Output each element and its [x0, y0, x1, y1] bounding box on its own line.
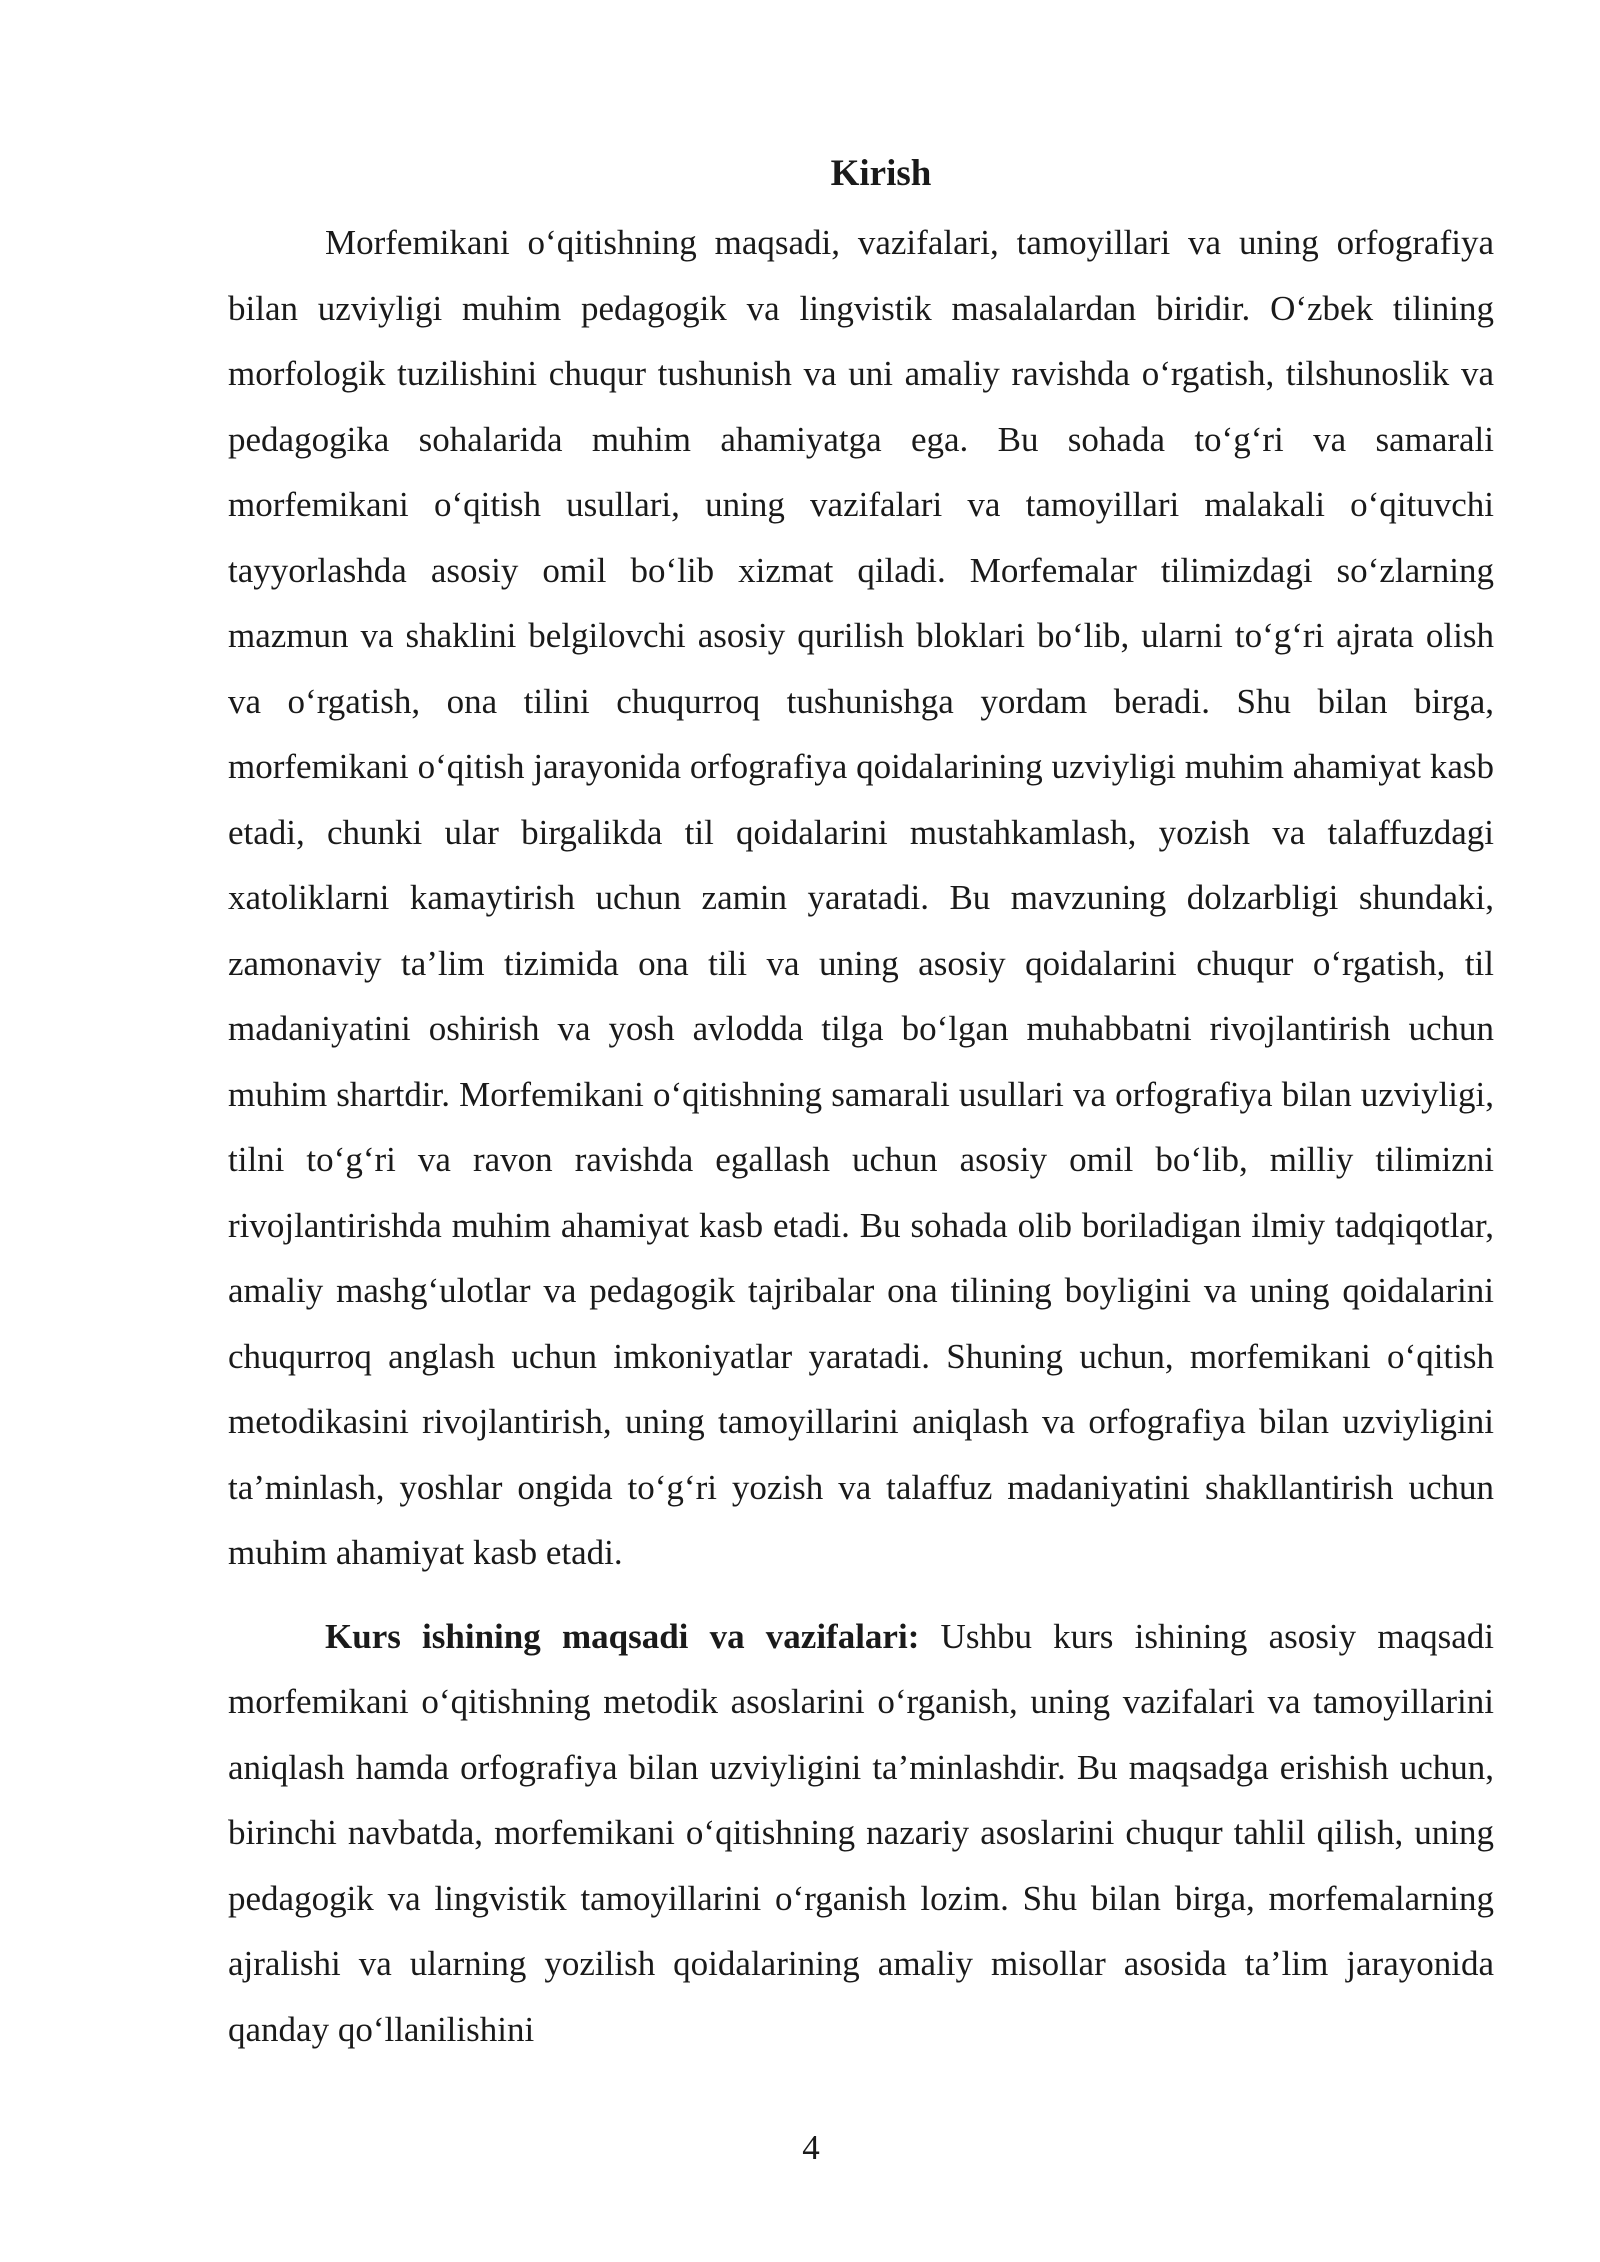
intro-paragraph: Morfemikani o‘qitishning maqsadi, vazifalari, tamoyillari va uning orfografiya bilan uzviyligi muhim pedagogik va lingvistik masalalardan biridir. O‘zbek tilining morfologik tuzilishini chuqur tushunish va uni amaliy ravishda o‘rgatish, tilshunoslik va pedagogika sohalarida muhim ahamiyatga ega. Bu sohada to‘g‘ri va samarali morfemikani o‘qitish usullari, uning vazifalari va tamoyillari malakali o‘qituvchi tayyorlashda asosiy omil bo‘lib xizmat qiladi. Morfemalar tilimizdagi so‘zlarning mazmun va shaklini belgilovchi asosiy qurilish bloklari bo‘lib, ularni to‘g‘ri ajrata olish va o‘rgatish, ona tilini chuqurroq tushunishga yordam beradi. Shu bilan birga, morfemikani o‘qitish jarayonida orfografiya qoidalarining uzviyligi muhim ahamiyat kasb etadi, chunki ular birgalikda til qoidalarini mustahkamlash, yozish va talaffuzdagi xatoliklarni kamaytirish uchun zamin yaratadi. Bu mavzuning dolzarbligi shundaki, zamonaviy ta’lim tizimida ona tili va uning asosiy qoidalarini chuqur o‘rgatish, til madaniyatini oshirish va yosh avlodda tilga bo‘lgan muhabbatni rivojlantirish uchun muhim shartdir. Morfemikani o‘qitishning samarali usullari va orfografiya bilan uzviyligi, tilni to‘g‘ri va ravon ravishda egallash uchun asosiy omil bo‘lib, milliy tilimizni rivojlantirishda muhim ahamiyat kasb etadi. Bu sohada olib boriladigan ilmiy tadqiqotlar, amaliy mashg‘ulotlar va pedagogik tajribalar ona tilining boyligini va uning qoidalarini chuqurroq anglash uchun imkoniyatlar yaratadi. Shuning uchun, morfemikani o‘qitish metodikasini rivojlantirish, uning tamoyillarini aniqlash va orfografiya bilan uzviyligini ta’minlash, yoshlar ongida to‘g‘ri yozish va talaffuz madaniyatini shakllantirish uchun muhim ahamiyat kasb etadi. — [228, 223, 1494, 1572]
page-number: 4 — [802, 2128, 820, 2167]
goals-text: Ushbu kurs ishining asosiy maqsadi morfemikani o‘qitishning metodik asoslarini o‘rganish, uning vazifalari va tamoyillarini aniqlash hamda orfografiya bilan uzviyligini ta’minlashdir. Bu maqsadga erishish uchun, birinchi navbatda, morfemikani o‘qitishning nazariy asoslarini chuqur tahlil qilish, uning pedagogik va lingvistik tamoyillarini o‘rganish lozim. Shu bilan birga, morfemalarning ajralishi va ularning yozilish qoidalarining amaliy misollar asosida ta’lim jarayonida qanday qo‘llanilishini — [228, 1616, 1494, 2049]
goals-label: Kurs ishining maqsadi va vazifalari: — [325, 1616, 920, 1656]
goals-paragraph — [228, 1604, 1494, 2063]
document-page — [228, 148, 1494, 2062]
section-heading: Kirish — [830, 153, 932, 194]
